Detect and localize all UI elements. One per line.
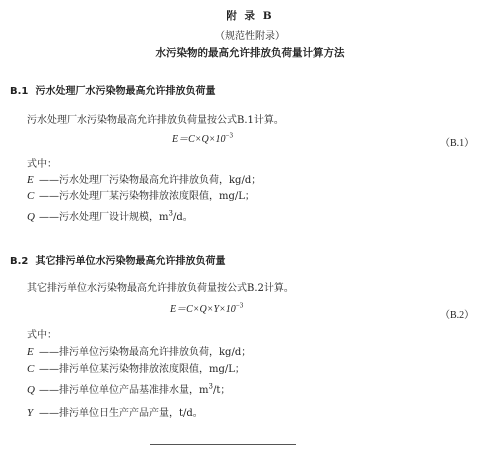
appendix-heading: 附 录 B — [226, 10, 274, 22]
formula-body: E＝C×Q×10 — [172, 134, 226, 145]
variable-symbol: E — [27, 346, 34, 358]
section-heading-b1 — [10, 82, 215, 97]
formula-exponent: −3 — [225, 131, 233, 140]
document-title: 水污染物的最高允许排放负荷量计算方法 — [155, 47, 345, 59]
formula-exponent: −3 — [235, 301, 244, 310]
variable-definition — [27, 381, 230, 396]
variable-description: ——污水处理厂污染物最高允许排放负荷，kg/d； — [39, 175, 262, 186]
variable-definition — [27, 404, 203, 419]
variable-symbol: Q — [27, 384, 35, 396]
section-heading-b2 — [10, 252, 225, 267]
variable-definition — [27, 208, 193, 223]
equation-number: （B.1） — [440, 138, 475, 149]
section-title: 其它排污单位水污染物最高允许排放负荷量 — [35, 256, 226, 267]
where-label: 式中： — [27, 330, 57, 341]
variable-description: ——排污单位某污染物排放浓度限值，mg/L； — [39, 364, 245, 375]
formula-b2 — [170, 300, 243, 315]
unit-superscript: 3 — [168, 209, 173, 218]
variable-definition — [27, 343, 251, 358]
variable-description: ——排污单位单位产品基准排水量，m — [39, 385, 209, 396]
variable-symbol: Y — [27, 407, 34, 419]
formula-body: E＝C×Q×Y×10 — [170, 304, 236, 315]
variable-definition — [27, 171, 261, 186]
variable-symbol: Q — [27, 211, 35, 223]
section-intro: 其它排污单位水污染物最高允许排放负荷量按公式B.2计算。 — [27, 283, 294, 294]
unit-superscript: 3 — [208, 382, 213, 391]
variable-symbol: C — [27, 363, 35, 375]
where-label: 式中： — [27, 159, 57, 170]
variable-description: ——排污单位污染物最高允许排放负荷，kg/d； — [39, 347, 252, 358]
variable-description: ——污水处理厂某污染物排放浓度限值，mg/L； — [39, 191, 255, 202]
variable-unit-tail: /d。 — [172, 212, 193, 223]
equation-number: （B.2） — [440, 310, 475, 321]
section-intro: 污水处理厂水污染物最高允许排放负荷量按公式B.1计算。 — [27, 115, 284, 126]
variable-definition — [27, 187, 255, 202]
variable-description: ——排污单位日生产产品产量，t/d。 — [39, 408, 203, 419]
variable-unit-tail: /t； — [212, 385, 231, 396]
variable-description: ——污水处理厂设计规模，m — [39, 212, 169, 223]
end-rule — [150, 444, 296, 445]
section-title: 污水处理厂水污染物最高允许排放负荷量 — [35, 86, 216, 97]
formula-b1 — [172, 130, 233, 145]
variable-symbol: C — [27, 190, 35, 202]
section-number: B.1 — [10, 86, 29, 97]
section-number: B.2 — [10, 256, 29, 267]
variable-definition — [27, 360, 245, 375]
normative-note: （规范性附录） — [215, 31, 285, 42]
variable-symbol: E — [27, 174, 34, 186]
